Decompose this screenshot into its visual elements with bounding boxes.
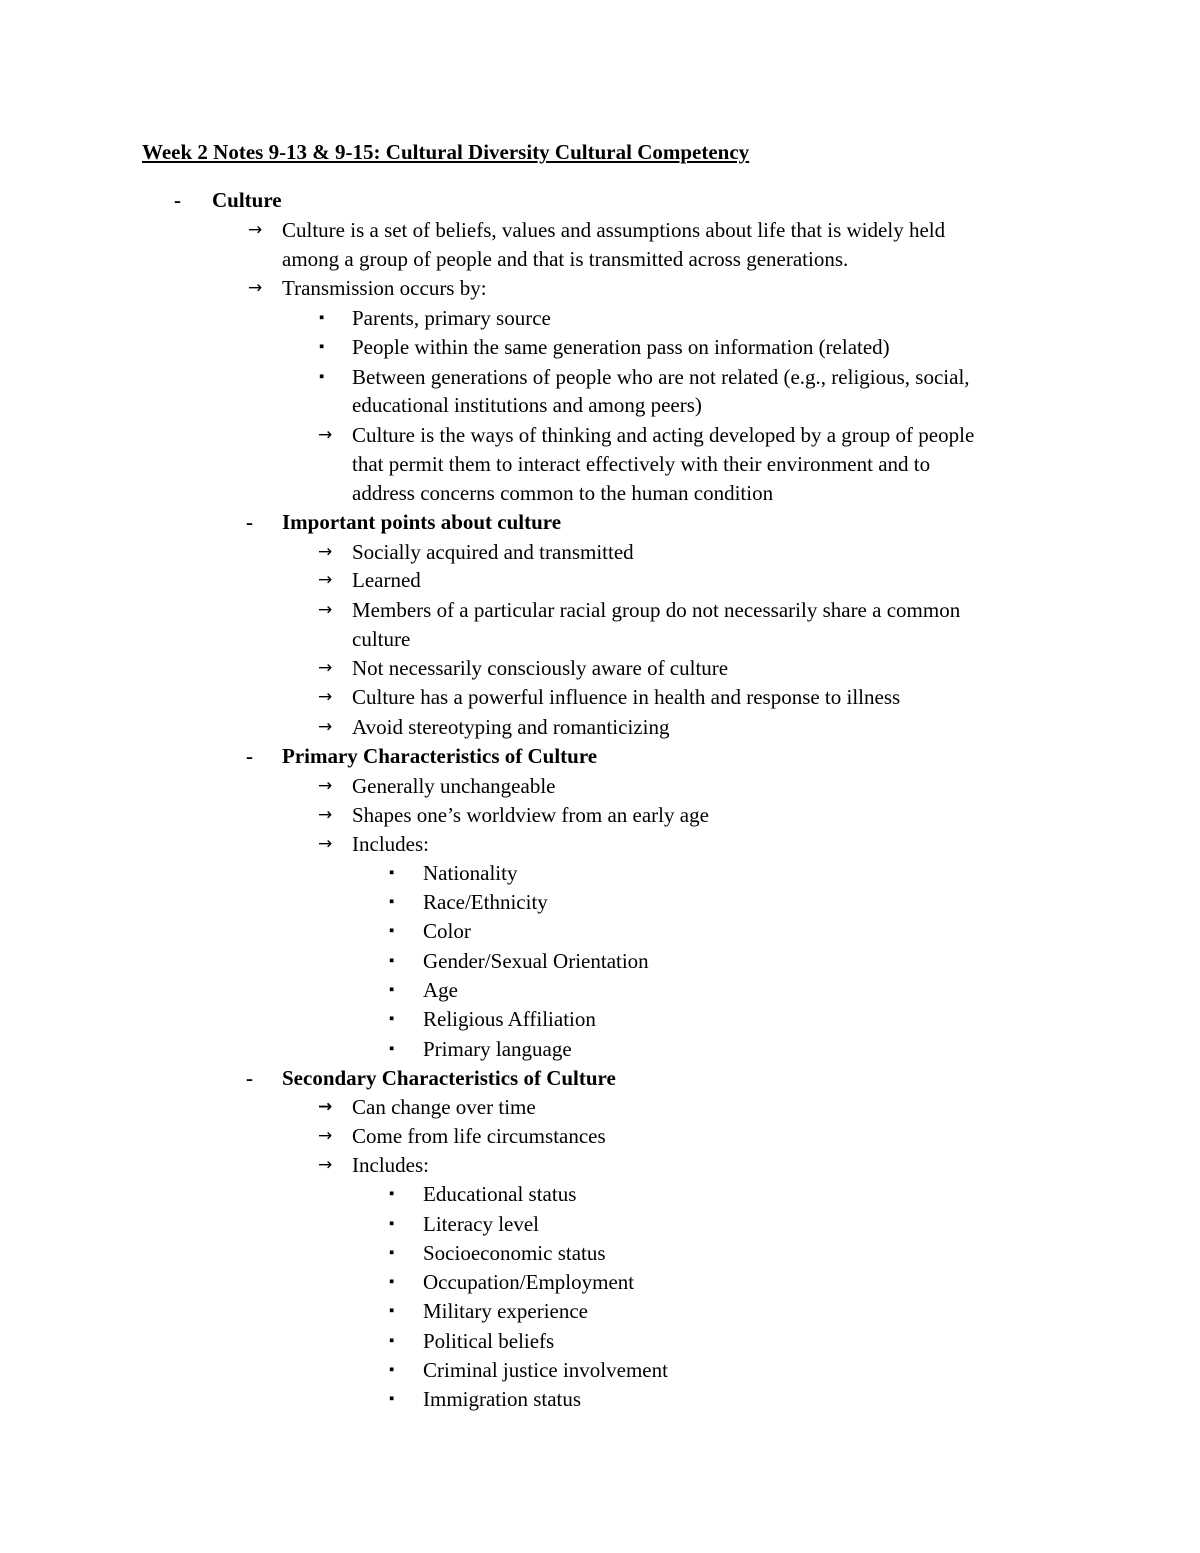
- arrow-bullet: →: [248, 278, 263, 298]
- list-item: People within the same generation pass on information (related): [352, 335, 890, 359]
- square-bullet: ▪: [389, 1041, 395, 1057]
- list-item: Includes:: [352, 832, 429, 856]
- list-item: Culture is the ways of thinking and acting developed by a group of people: [352, 423, 975, 447]
- list-item: Occupation/Employment: [423, 1270, 635, 1294]
- list-item: Includes:: [352, 1153, 429, 1177]
- arrow-bullet: →: [318, 834, 333, 854]
- arrow-bullet: →: [318, 805, 333, 825]
- list-item-continuation: that permit them to interact effectively with their environment and to: [352, 452, 931, 476]
- square-bullet: ▪: [389, 1274, 395, 1290]
- list-item: Shapes one’s worldview from an early age: [352, 803, 709, 827]
- list-item: Race/Ethnicity: [423, 890, 548, 914]
- list-item: Socially acquired and transmitted: [352, 540, 634, 564]
- list-item: Generally unchangeable: [352, 774, 556, 798]
- list-item: Parents, primary source: [352, 306, 551, 330]
- dash-bullet: -: [174, 188, 181, 212]
- arrow-bullet: →: [318, 776, 333, 796]
- arrow-bullet: →: [318, 1126, 333, 1146]
- square-bullet: ▪: [389, 865, 395, 881]
- list-item: Culture has a powerful influence in health and response to illness: [352, 685, 901, 709]
- list-item: Transmission occurs by:: [282, 276, 487, 300]
- arrow-bullet: →: [318, 1097, 333, 1117]
- square-bullet: ▪: [319, 369, 325, 385]
- section-heading-secondary-characteristics: Secondary Characteristics of Culture: [282, 1066, 616, 1090]
- arrow-bullet: →: [318, 687, 333, 707]
- list-item: Religious Affiliation: [423, 1007, 596, 1031]
- square-bullet: ▪: [319, 310, 325, 326]
- list-item: Nationality: [423, 861, 518, 885]
- list-item-continuation: culture: [352, 627, 411, 651]
- list-item: Socioeconomic status: [423, 1241, 606, 1265]
- arrow-bullet: →: [318, 425, 333, 445]
- dash-bullet: -: [246, 510, 253, 534]
- list-item: Members of a particular racial group do not necessarily share a common: [352, 598, 961, 622]
- list-item: Culture is a set of beliefs, values and assumptions about life that is widely held: [282, 218, 946, 242]
- list-item: Literacy level: [423, 1212, 540, 1236]
- list-item: Come from life circumstances: [352, 1124, 606, 1148]
- list-item: Immigration status: [423, 1387, 582, 1411]
- square-bullet: ▪: [389, 1216, 395, 1232]
- square-bullet: ▪: [319, 339, 325, 355]
- dash-bullet: -: [246, 1066, 253, 1090]
- square-bullet: ▪: [389, 982, 395, 998]
- arrow-bullet: →: [248, 220, 263, 240]
- list-item: Criminal justice involvement: [423, 1358, 668, 1382]
- square-bullet: ▪: [389, 1303, 395, 1319]
- square-bullet: ▪: [389, 1391, 395, 1407]
- list-item: Educational status: [423, 1182, 577, 1206]
- list-item: Between generations of people who are not related (e.g., religious, social,: [352, 365, 970, 389]
- section-heading-important-points: Important points about culture: [282, 510, 562, 534]
- list-item: Learned: [352, 568, 421, 592]
- arrow-bullet: →: [318, 542, 333, 562]
- square-bullet: ▪: [389, 1011, 395, 1027]
- dash-bullet: -: [246, 744, 253, 768]
- square-bullet: ▪: [389, 894, 395, 910]
- list-item: Can change over time: [352, 1095, 536, 1119]
- list-item: Not necessarily consciously aware of culture: [352, 656, 729, 680]
- arrow-bullet: →: [318, 658, 333, 678]
- list-item: Color: [423, 919, 471, 943]
- square-bullet: ▪: [389, 1333, 395, 1349]
- list-item-continuation: among a group of people and that is transmitted across generations.: [282, 247, 849, 271]
- arrow-bullet: →: [318, 717, 333, 737]
- list-item: Gender/Sexual Orientation: [423, 949, 649, 973]
- list-item: Avoid stereotyping and romanticizing: [352, 715, 670, 739]
- page-title: Week 2 Notes 9-13 & 9-15: Cultural Diversity Cultural Competency: [142, 140, 750, 164]
- list-item: Political beliefs: [423, 1329, 555, 1353]
- arrow-bullet: →: [318, 600, 333, 620]
- section-heading-primary-characteristics: Primary Characteristics of Culture: [282, 744, 598, 768]
- square-bullet: ▪: [389, 953, 395, 969]
- square-bullet: ▪: [389, 1186, 395, 1202]
- list-item: Military experience: [423, 1299, 589, 1323]
- list-item: Age: [423, 978, 458, 1002]
- arrow-bullet: →: [318, 570, 333, 590]
- list-item-continuation: address concerns common to the human condition: [352, 481, 774, 505]
- list-item: Primary language: [423, 1037, 572, 1061]
- arrow-bullet: →: [318, 1155, 333, 1175]
- section-heading-culture: Culture: [212, 188, 282, 212]
- square-bullet: ▪: [389, 923, 395, 939]
- list-item-continuation: educational institutions and among peers): [352, 393, 702, 417]
- square-bullet: ▪: [389, 1245, 395, 1261]
- square-bullet: ▪: [389, 1362, 395, 1378]
